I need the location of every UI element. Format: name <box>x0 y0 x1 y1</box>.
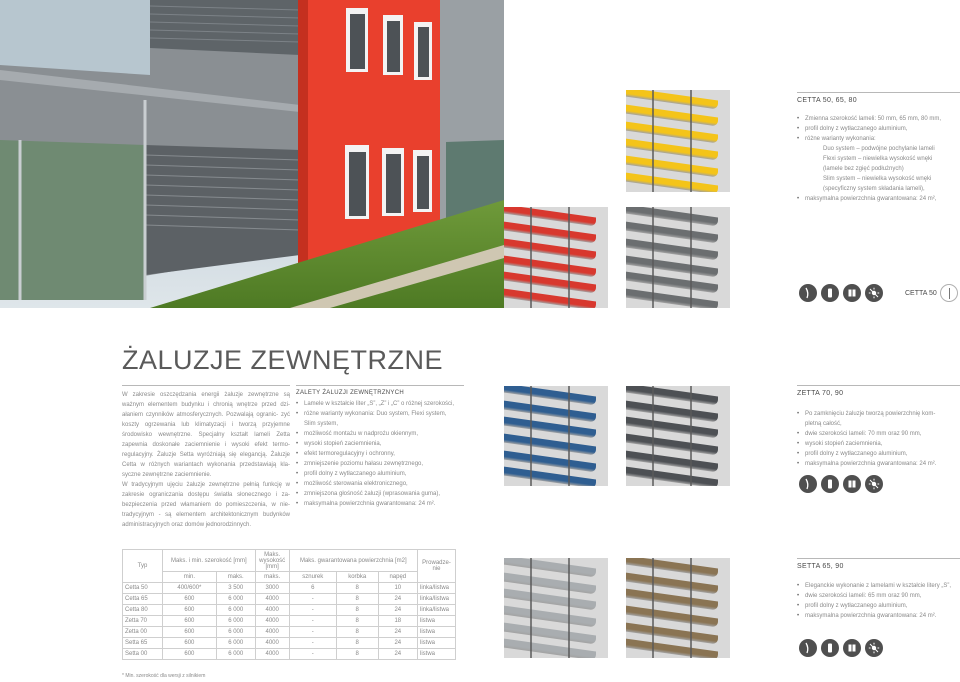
col-min: min. <box>163 572 217 583</box>
table-cell: 8 <box>336 594 378 605</box>
table-cell: 10 <box>378 583 417 594</box>
cetta-icons <box>799 284 883 302</box>
setta-bullet: • Eleganckie wykonanie z lamelami w kształcie litery „S”, <box>797 581 960 591</box>
table-cell: 24 <box>378 627 417 638</box>
setta-bullet: • profil dolny z wytłaczanego aluminium, <box>797 601 960 611</box>
table-cell: 6 000 <box>216 594 255 605</box>
advantage-item: • profil dolny z wytłaczanego aluminium, <box>296 469 468 479</box>
table-cell: 8 <box>336 649 378 660</box>
zetta-bullet: • Po zamknięciu żaluzje tworzą powierzchnię kom- <box>797 409 957 419</box>
zetta-title: ZETTA 70, 90 <box>797 390 844 397</box>
table-cell: - <box>289 616 336 627</box>
table-cell: 600 <box>163 638 217 649</box>
advantage-item: Slim system, <box>304 421 339 427</box>
table-cell: linka/listwa <box>418 605 456 616</box>
blind-cord <box>652 90 654 192</box>
table-cell: 6 000 <box>216 616 255 627</box>
table-cell: Setta 00 <box>123 649 163 660</box>
table-row <box>123 649 456 660</box>
table-row <box>123 605 456 616</box>
table-row <box>123 638 456 649</box>
cetta-sub: Slim system – niewielka wysokość wnęki <box>823 176 932 182</box>
zetta-bullets <box>797 409 957 469</box>
table-cell: 4000 <box>255 605 289 616</box>
remote-icon <box>821 639 839 657</box>
blind-cord <box>530 207 532 308</box>
blind-cord <box>568 207 570 308</box>
table-cell: Zetta 00 <box>123 627 163 638</box>
building-photo <box>0 0 504 308</box>
advantage-item: • maksymalna powierzchnia gwarantowana: 24 m². <box>296 499 468 509</box>
table-cell: - <box>289 594 336 605</box>
col-korbka: korbka <box>336 572 378 583</box>
cetta-bullet: • profil dolny z wytłaczanego aluminium, <box>797 124 957 134</box>
col-max: maks. <box>216 572 255 583</box>
setta-bullet: • maksymalna powierzchnia gwarantowana: 24 m². <box>797 611 960 621</box>
advantage-item: • zmniejszenie poziomu hałasu zewnętrznego, <box>296 459 468 469</box>
cetta-sub: Flexi system – niewielka wysokość wnęki <box>823 156 933 162</box>
table-cell: 4000 <box>255 638 289 649</box>
table-cell: Setta 65 <box>123 638 163 649</box>
blind-cord <box>568 386 570 486</box>
col-guide: Prowadze- nie <box>418 550 456 583</box>
table-cell: - <box>289 638 336 649</box>
table-cell: 600 <box>163 605 217 616</box>
table-cell: 4000 <box>255 649 289 660</box>
table-cell: 600 <box>163 649 217 660</box>
dark-blind-swatch <box>626 386 730 486</box>
table-cell: linka/listwa <box>418 583 456 594</box>
window-icon <box>843 475 861 493</box>
blind-cord <box>652 207 654 308</box>
setta-icons <box>799 639 883 657</box>
table-cell: Cetta 65 <box>123 594 163 605</box>
advantages-title: ZALETY ŻALUZJI ZEWNĘTRZNYCH <box>296 390 404 396</box>
table-cell: 6 000 <box>216 638 255 649</box>
table-cell: 8 <box>336 627 378 638</box>
intro-paragraph: W tradycyjnym ujęciu żaluzje zewnętrzne pełnią funkcję w zakresie ograniczania dostępu światła słonecznego i za- bezpieczenia przed włamaniem do pomieszczenia, w nie- tradycyjnym - są elementem architektonicznym budynków administracyjnych oraz domów jednorodzinnych. <box>122 482 290 528</box>
table-cell: - <box>289 649 336 660</box>
cetta-title: CETTA 50, 65, 80 <box>797 97 857 104</box>
col-typ: Typ <box>123 550 163 583</box>
cetta-bullet: • różne warianty wykonania: <box>797 134 957 144</box>
col-max-height: maks. <box>255 572 289 583</box>
cetta-rule <box>797 92 960 93</box>
table-cell: 8 <box>336 605 378 616</box>
table-cell: 4000 <box>255 594 289 605</box>
table-cell: linka/listwa <box>418 594 456 605</box>
setta-title: SETTA 65, 90 <box>797 563 844 570</box>
blind-cord <box>690 207 692 308</box>
col-area: Maks. gwarantowana powierzchnia [m2] <box>289 550 417 572</box>
advantage-item: • efekt termoregulacyjny i ochronny, <box>296 449 468 459</box>
table-cell: 8 <box>336 583 378 594</box>
table-cell: Cetta 80 <box>123 605 163 616</box>
cetta-bullet: • maksymalna powierzchnia gwarantowana: 24 m², <box>797 194 957 204</box>
col-width: Maks. i min. szerokość [mm] <box>163 550 256 572</box>
table-cell: 600 <box>163 616 217 627</box>
blind-cord <box>690 90 692 192</box>
zetta-icons <box>799 475 883 493</box>
advantages-rule <box>296 385 464 386</box>
intro-paragraph: W zakresie oszczędzania energii żaluzje zewnętrzne są ważnym elementem budynku i chronią wnętrze przed dzi- ałaniem czynników atmosferycznych. Pozwalają ogranic- zyć koszty ogrzewania lub klimatyzacji i tworzą przyjemne środowisko wewnętrzne. Specjalny kształt lameli Zetta zapewnia doskonałe zaciemnienie i wysoki efekt termo- regulacyjny. Żaluzje Setta wyróżniają się elegancją. Żaluzje Cetta w różnych wariantach wykonania przedstawiają kla- syczne zewnętrzne zaciemnienie. <box>122 392 290 478</box>
table-cell: - <box>289 605 336 616</box>
blind-cord <box>568 558 570 658</box>
blind-cord <box>652 386 654 486</box>
table-footnote: * Min. szerokość dla wersji z silnikiem <box>122 673 206 679</box>
silver-blind-swatch <box>504 558 608 658</box>
remote-icon <box>821 284 839 302</box>
table-row <box>123 627 456 638</box>
red-blind-swatch <box>504 207 608 308</box>
advantage-item: • możliwość montażu w nadprożu okiennym, <box>296 429 468 439</box>
zetta-rule <box>797 385 960 386</box>
table-cell: 6 000 <box>216 627 255 638</box>
table-cell: 8 <box>336 638 378 649</box>
table-cell: 600 <box>163 594 217 605</box>
blue-blind-swatch <box>504 386 608 486</box>
zetta-bullet: • wysoki stopień zaciemnienia, <box>797 439 957 449</box>
blind-cord <box>690 386 692 486</box>
table-cell: 24 <box>378 605 417 616</box>
table-cell: 18 <box>378 616 417 627</box>
table-subheader-row <box>123 572 456 583</box>
table-cell: 8 <box>336 616 378 627</box>
table-cell: 3000 <box>255 583 289 594</box>
setta-bullets <box>797 581 960 621</box>
advantage-item: • wysoki stopień zaciemnienia, <box>296 439 468 449</box>
cetta-bullets <box>797 114 957 204</box>
spec-table-body <box>123 583 456 660</box>
table-cell: listwa <box>418 616 456 627</box>
cetta-bullet: • Zmienna szerokość lameli: 50 mm, 65 mm, 80 mm, <box>797 114 957 124</box>
table-row <box>123 616 456 627</box>
intro-text <box>122 390 290 530</box>
window-icon <box>843 639 861 657</box>
col-naped: napęd <box>378 572 417 583</box>
cord-icon <box>799 639 817 657</box>
sun-shade-icon <box>865 284 883 302</box>
advantage-item: • możliwość sterowania elektronicznego, <box>296 479 468 489</box>
zetta-bullet: • dwie szerokości lameli: 70 mm oraz 90 mm, <box>797 429 957 439</box>
table-cell: 4000 <box>255 616 289 627</box>
profile-icon <box>940 284 958 302</box>
sun-shade-icon <box>865 475 883 493</box>
table-cell: 6 000 <box>216 605 255 616</box>
cetta-sub: (lamele bez zgięć podłużnych) <box>823 166 904 172</box>
col-sznurek: sznurek <box>289 572 336 583</box>
cord-icon <box>799 475 817 493</box>
page-title: ŻALUZJE ZEWNĘTRZNE <box>122 345 444 375</box>
table-cell: 24 <box>378 594 417 605</box>
blind-cord <box>530 558 532 658</box>
setta-rule <box>797 558 960 559</box>
remote-icon <box>821 475 839 493</box>
yellow-blind-swatch <box>626 90 730 192</box>
table-cell: Cetta 50 <box>123 583 163 594</box>
advantages-list <box>296 399 468 509</box>
table-cell: - <box>289 627 336 638</box>
intro-rule <box>122 385 290 386</box>
blind-cord <box>690 558 692 658</box>
spec-table <box>122 549 456 660</box>
zetta-bullet: • profil dolny z wytłaczanego aluminium, <box>797 449 957 459</box>
window-icon <box>843 284 861 302</box>
advantage-item: • różne warianty wykonania: Duo system, Flexi system, <box>296 409 468 419</box>
building-illustration <box>0 0 504 308</box>
col-height: Maks. wysokość [mm] <box>255 550 289 572</box>
cetta-sub: Duo system – podwójne pochylanie lameli <box>823 146 935 152</box>
setta-bullet: • dwie szerokości lameli: 65 mm oraz 90 mm, <box>797 591 960 601</box>
table-cell: 24 <box>378 638 417 649</box>
table-cell: 6 000 <box>216 649 255 660</box>
zetta-bullet: pletną całość, <box>805 421 842 427</box>
blind-cord <box>652 558 654 658</box>
table-row <box>123 583 456 594</box>
sun-shade-icon <box>865 639 883 657</box>
table-cell: 24 <box>378 649 417 660</box>
table-cell: 6 <box>289 583 336 594</box>
heading-rule <box>0 308 960 309</box>
cord-icon <box>799 284 817 302</box>
grey-blind-swatch <box>626 207 730 308</box>
table-cell: Zetta 70 <box>123 616 163 627</box>
bronze-blind-swatch <box>626 558 730 658</box>
advantage-item: • Lamele w kształcie liter „S”, „Z” i „C” o różnej szerokości, <box>296 399 468 409</box>
cetta-profile-label: CETTA 50 <box>905 290 937 297</box>
table-cell: 600 <box>163 627 217 638</box>
table-cell: 400/600* <box>163 583 217 594</box>
table-cell: 4000 <box>255 627 289 638</box>
table-cell: listwa <box>418 638 456 649</box>
cetta-sub: (specyficzny system składania lameli), <box>823 186 925 192</box>
advantage-item: • zmniejszona głośność żaluzji (wprasowania guma), <box>296 489 468 499</box>
zetta-bullet: • maksymalna powierzchnia gwarantowana: 24 m². <box>797 459 957 469</box>
table-row <box>123 594 456 605</box>
table-cell: listwa <box>418 649 456 660</box>
table-cell: listwa <box>418 627 456 638</box>
table-cell: 3 500 <box>216 583 255 594</box>
blind-cord <box>530 386 532 486</box>
